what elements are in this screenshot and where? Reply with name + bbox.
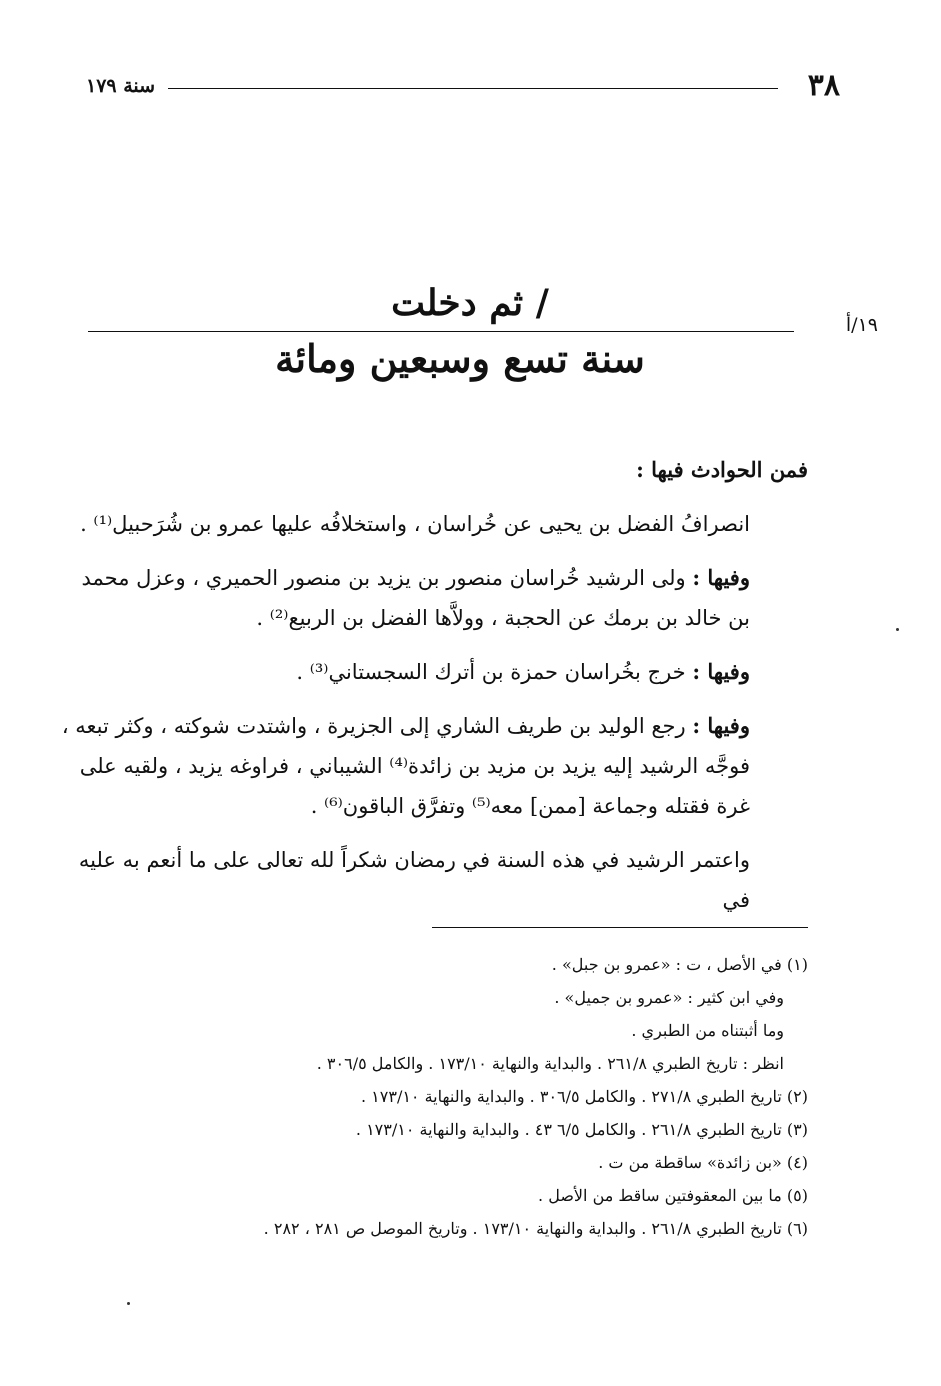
paragraph-2 bbox=[60, 558, 808, 638]
running-title: سنة ١٧٩ bbox=[86, 75, 156, 97]
title-rule bbox=[88, 331, 794, 332]
footnote-1: (١) في الأصل ، ت : «عمرو بن جبل» . bbox=[551, 955, 808, 974]
footnote-1-continuation: وما أثبتناه من الطبري . bbox=[631, 1021, 784, 1040]
footnote-6: (٦) تاريخ الطبري ٢٦١/٨ . والبداية والنهاية ١٧٣/١٠ . وتاريخ الموصل ص ٢٨١ ، ٢٨٢ . bbox=[263, 1219, 808, 1238]
paragraph-1: انصرافُ الفضل بن يحيى عن خُراسان ، واستخلافُه عليها عمرو بن شُرَحبيل⁽¹⁾ . bbox=[80, 512, 750, 536]
paragraph-5: واعتمر الرشيد في هذه السنة في رمضان شكراً لله تعالى على ما أنعم به عليه في bbox=[78, 848, 750, 912]
footnote-5: (٥) ما بين المعقوفتين ساقط من الأصل . bbox=[538, 1186, 808, 1205]
manuscript-folio: ١٩/أ bbox=[845, 314, 878, 336]
running-header bbox=[86, 66, 840, 106]
paragraph-text: ولى الرشيد خُراسان منصور بن يزيد بن منصور الحميري ، وعزل محمد بن خالد بن برمك عن الحجبة ، وولاَّها الفضل بن الربيع⁽²⁾ . bbox=[81, 566, 750, 630]
paragraph-3 bbox=[60, 652, 808, 692]
header-rule bbox=[168, 88, 778, 89]
footnote-4: (٤) «بن زائدة» ساقطة من ت . bbox=[598, 1153, 808, 1172]
paragraph-lead: وفيها : bbox=[692, 713, 750, 738]
paragraph-text: رجع الوليد بن طريف الشاري إلى الجزيرة ، واشتدت شوكته ، وكثر تبعه ، فوجَّه الرشيد إليه يزيد بن مزيد بن زائدة⁽⁴⁾ الشيباني ، فراوغه يزيد ، ولقيه على غرة فقتله وجماعة [ممن] معه⁽⁵⁾ وتفرَّق الباقون⁽⁶⁾ . bbox=[61, 714, 750, 818]
paragraph-4 bbox=[60, 706, 808, 826]
main-text bbox=[60, 450, 808, 934]
chapter-title-line2: سنة تسع وسبعين ومائة bbox=[275, 336, 645, 381]
footnote-1-continuation: انظر : تاريخ الطبري ٢٦١/٨ . والبداية والنهاية ١٧٣/١٠ . والكامل ٣٠٦/٥ . bbox=[316, 1054, 784, 1073]
chapter-title-line1: / ثم دخلت bbox=[391, 282, 549, 324]
footnote-3: (٣) تاريخ الطبري ٢٦١/٨ . والكامل ٦/٥ ٤٣ . والبداية والنهاية ١٧٣/١٠ . bbox=[355, 1120, 808, 1139]
page-number: ٣٨ bbox=[807, 68, 840, 103]
scan-speck bbox=[896, 628, 899, 631]
footnote-2: (٢) تاريخ الطبري ٢٧١/٨ . والكامل ٣٠٦/٥ . والبداية والنهاية ١٧٣/١٠ . bbox=[360, 1087, 808, 1106]
scan-speck bbox=[127, 1302, 130, 1305]
paragraph-lead: وفيها : bbox=[692, 565, 750, 590]
footnote-rule bbox=[432, 927, 808, 928]
paragraph-lead: وفيها : bbox=[692, 659, 750, 684]
paragraph-text: خرج بخُراسان حمزة بن أترك السجستاني⁽³⁾ . bbox=[296, 660, 693, 684]
section-subhead: فمن الحوادث فيها : bbox=[636, 457, 808, 482]
footnote-1-continuation: وفي ابن كثير : «عمرو بن جميل» . bbox=[554, 988, 784, 1007]
footnotes bbox=[140, 948, 808, 1245]
